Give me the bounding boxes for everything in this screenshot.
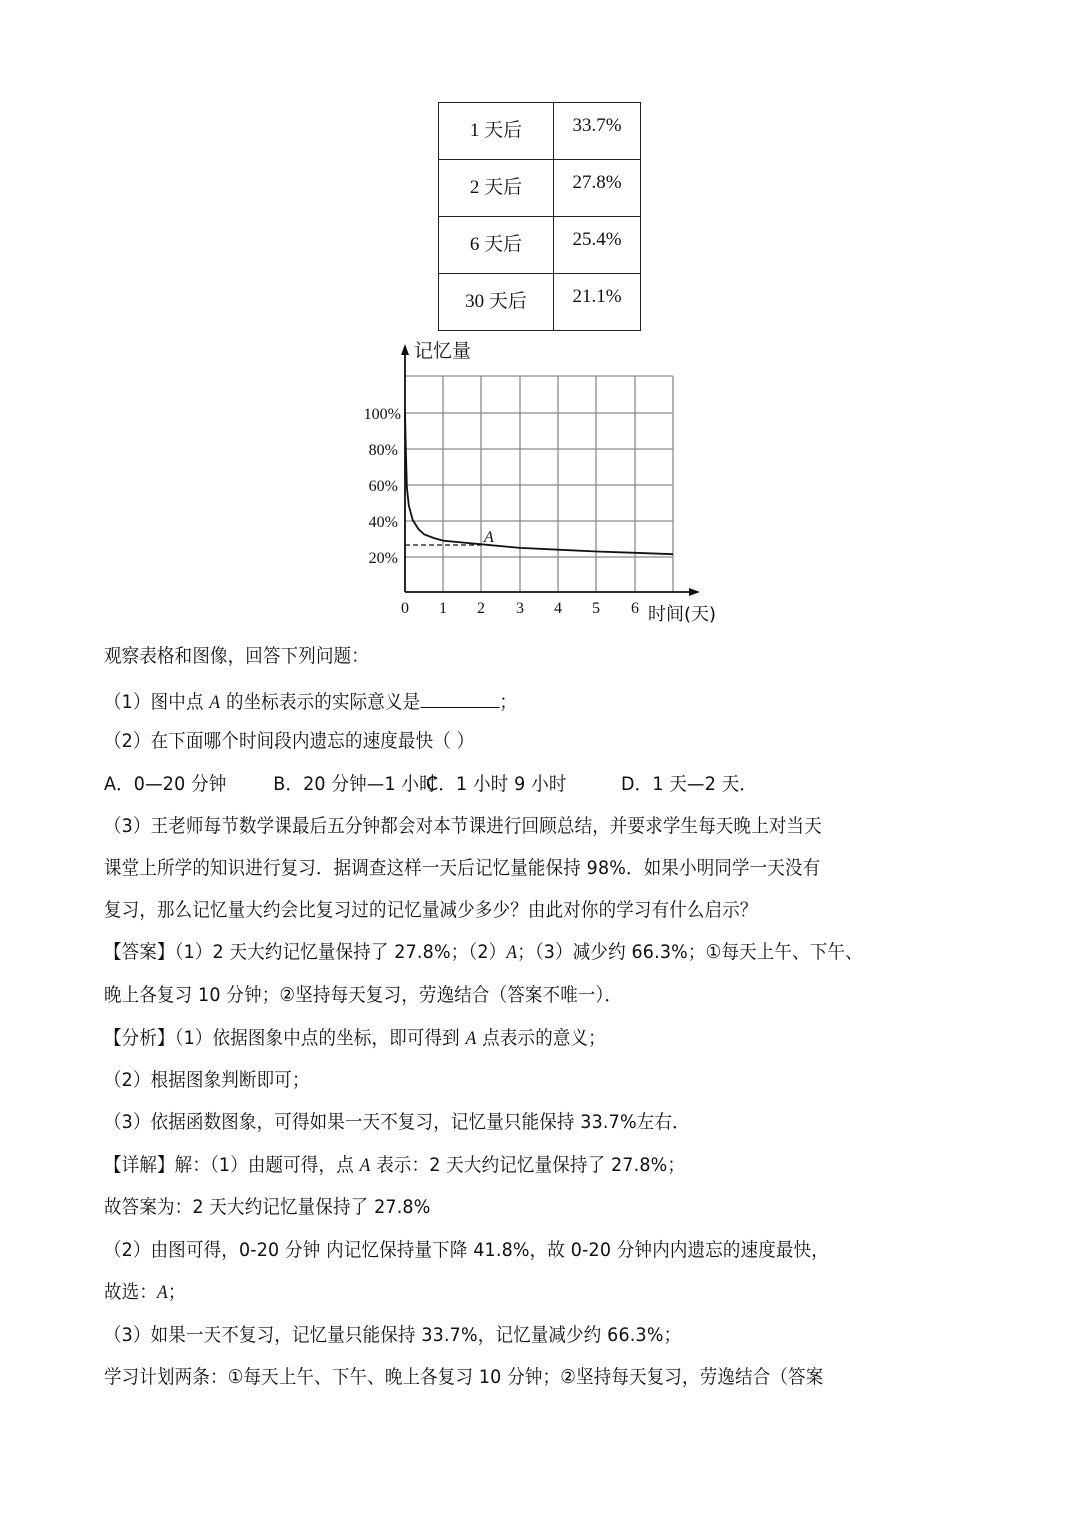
detail-line-1: 【详解】解：（1）由题可得，点 A 表示：2 天大约记忆量保持了 27.8%； (104, 1154, 686, 1176)
table-cell-value: 27.8% (572, 172, 622, 193)
var-a: A (209, 692, 221, 713)
table-row (439, 160, 641, 217)
svg-text:100%: 100% (363, 406, 401, 423)
analysis-line-3: （3）依据函数图象，可得如果一天不复习，记忆量只能保持 33.7%左右． (104, 1111, 690, 1133)
y-tick-labels (364, 406, 401, 567)
svg-text:60%: 60% (368, 478, 398, 495)
memory-retention-table (438, 102, 641, 331)
answer-line-2: 晚上各复习 10 分钟；②坚持每天复习，劳逸结合（答案不唯一）． (104, 984, 623, 1006)
question-2: （2）在下面哪个时间段内遗忘的速度最快（ ） (104, 730, 475, 752)
svg-text:2: 2 (477, 600, 485, 617)
y-axis-arrow-icon (401, 344, 409, 355)
table-cell-value: 33.7% (572, 115, 622, 136)
chart-axes (405, 351, 692, 592)
table-cell-time: 6 天后 (469, 234, 523, 255)
questions-intro: 观察表格和图像，回答下列问题： (104, 645, 369, 667)
y-axis-label: 记忆量 (414, 340, 472, 362)
table-cell-time: 1 天后 (469, 120, 523, 141)
question-2-options (104, 774, 914, 795)
table-cell-value: 21.1% (572, 286, 622, 307)
forgetting-curve-chart (340, 335, 740, 635)
chart-grid (405, 376, 673, 592)
table-cell-time: 2 天后 (469, 177, 523, 198)
detail-line-3: （2）由图可得，0-20 分钟 内记忆保持量下降 41.8%，故 0-20 分钟内内遗忘的速度最快， (104, 1239, 829, 1261)
answer-line-1: 【答案】（1）2 天大约记忆量保持了 27.8%；（2）A；（3）减少约 66.3%；①每天上午、下午、 (104, 941, 863, 963)
x-axis-label: 时间(天) (648, 604, 717, 625)
option-c: C．1 小时 9 小时 (426, 773, 567, 795)
analysis-line-1: 【分析】（1）依据图象中点的坐标，即可得到 A 点表示的意义； (104, 1027, 606, 1049)
question-3-line-2: 课堂上所学的知识进行复习．据调查这样一天后记忆量能保持 98%．如果小明同学一天没有 (104, 857, 821, 879)
option-a: A．0—20 分钟 (104, 773, 227, 795)
table-row (439, 217, 641, 274)
table-cell-time: 30 天后 (465, 291, 527, 312)
option-b: B．20 分钟—1 小时 (273, 773, 437, 795)
point-a-label: A (484, 529, 494, 546)
svg-text:80%: 80% (368, 442, 398, 459)
table-row (439, 103, 641, 160)
question-3-line-1: （3）王老师每节数学课最后五分钟都会对本节课进行回顾总结，并要求学生每天晚上对当天 (104, 815, 822, 837)
svg-text:20%: 20% (368, 550, 398, 567)
detail-line-2: 故答案为：2 天大约记忆量保持了 27.8% (104, 1196, 431, 1218)
table-cell-value: 25.4% (572, 229, 622, 250)
svg-text:6: 6 (631, 600, 639, 617)
question-1: （1）图中点 A 的坐标表示的实际意义是 ； (104, 691, 518, 713)
svg-text:5: 5 (592, 600, 600, 617)
option-d: D．1 天—2 天． (621, 773, 758, 795)
detail-line-4: 故选：A； (104, 1281, 186, 1303)
svg-text:4: 4 (554, 600, 562, 617)
svg-text:0: 0 (401, 600, 409, 617)
detail-line-5: （3）如果一天不复习，记忆量只能保持 33.7%，记忆量减少约 66.3%； (104, 1324, 682, 1346)
question-3-line-3: 复习，那么记忆量大约会比复习过的记忆量减少多少？由此对你的学习有什么启示？ (104, 899, 758, 921)
svg-text:3: 3 (516, 600, 524, 617)
analysis-line-2: （2）根据图象判断即可； (104, 1069, 310, 1091)
table-row (439, 274, 641, 331)
forgetting-curve-line (405, 412, 673, 554)
answer-blank (420, 689, 499, 708)
x-axis-arrow-icon (689, 588, 700, 596)
svg-text:40%: 40% (368, 514, 398, 531)
x-tick-labels (401, 600, 639, 617)
svg-text:1: 1 (439, 600, 447, 617)
detail-line-6: 学习计划两条：①每天上午、下午、晚上各复习 10 分钟；②坚持每天复习，劳逸结合（答案 (104, 1366, 824, 1388)
